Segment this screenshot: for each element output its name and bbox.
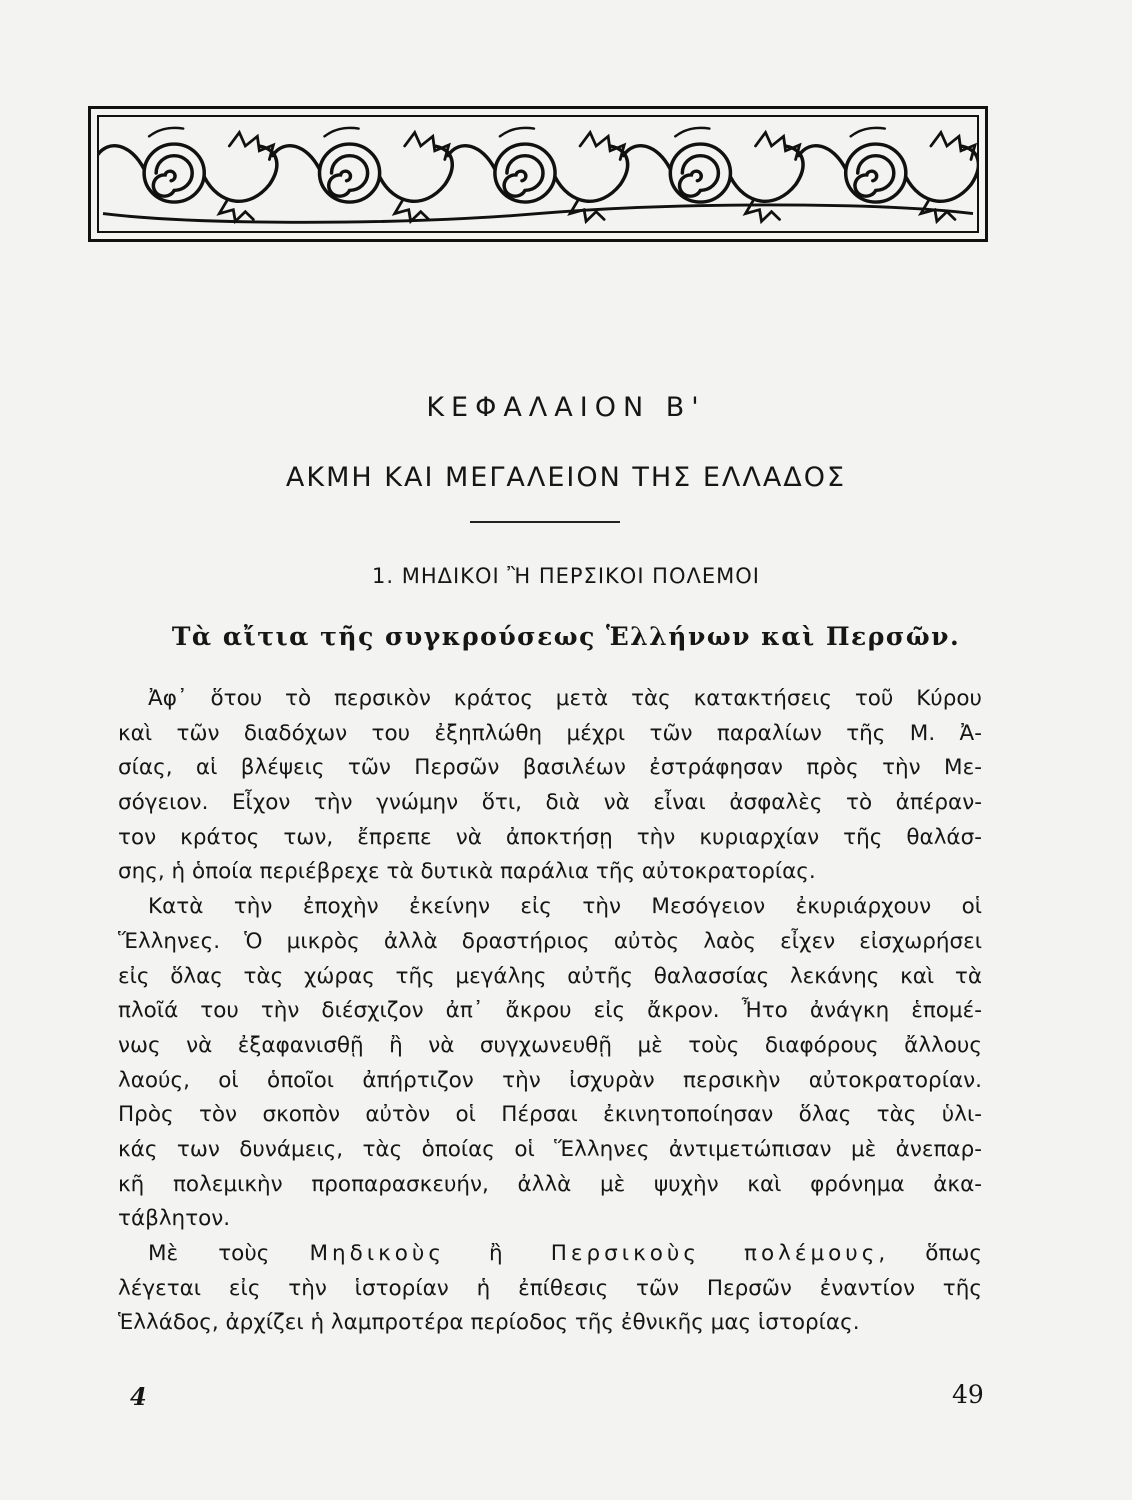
text-line: Κατὰ τὴν ἐποχὴν ἐκείνην εἰς τὴν Μεσόγειον ἐκυριάρχουν οἱ [148, 894, 982, 920]
title-divider [470, 521, 620, 523]
text-line: σίας, αἱ βλέψεις τῶν Περσῶν βασιλέων ἐστράφησαν πρὸς τὴν Με- [118, 755, 982, 781]
signature-mark: 4 [130, 1382, 147, 1411]
text-line: Ἀφ᾽ ὅτου τὸ περσικὸν κράτος μετὰ τὰς κατακτήσεις τοῦ Κύρου [148, 686, 982, 711]
text-line [118, 1237, 982, 1272]
page-number: 49 [952, 1380, 984, 1409]
spaced-emphasis: Μηδικοὺς ἢ Περσικοὺς πολέμους [309, 1241, 879, 1266]
text-line: κάς των δυνάμεις, τὰς ὁποίας οἱ Ἕλληνες ἀντιμετώπισαν μὲ ἀνεπαρ- [118, 1136, 982, 1162]
text-line: κῆ πολεμικὴν προπαρασκευήν, ἀλλὰ μὲ ψυχὴν καὶ φρόνημα ἀκα- [118, 1171, 982, 1197]
text-line: σης, ἡ ὁποία περιέβρεχε τὰ δυτικὰ παράλια τῆς αὐτοκρατορίας. [118, 859, 816, 885]
text-line: σόγειον. Εἶχον τὴν γνώμην ὅτι, διὰ νὰ εἶναι ἀσφαλὲς τὸ ἀπέραν- [118, 790, 982, 816]
ornamental-frieze [88, 106, 988, 242]
text-line: τάβλητον. [118, 1206, 231, 1232]
text-line: καὶ τῶν διαδόχων του ἐξηπλώθη μέχρι τῶν παραλίων τῆς Μ. Ἀ- [118, 720, 982, 746]
chapter-title: ΑΚΜΗ ΚΑΙ ΜΕΓΑΛΕΙΟΝ ΤΗΣ ΕΛΛΑΔΟΣ [285, 462, 847, 493]
frieze-inner-frame [97, 115, 979, 233]
chapter-heading: ΚΕΦΑΛΑΙΟΝ Β' [426, 392, 706, 423]
text-line: λαούς, οἱ ὁποῖοι ἀπήρτιζον τὴν ἰσχυρὰν περσικὴν αὐτοκρατορίαν. [118, 1067, 982, 1093]
acanthus-scroll-frieze-icon [99, 117, 977, 231]
text-line: Ἑλλάδος, ἀρχίζει ἡ λαμπροτέρα περίοδος τῆς ἐθνικῆς μας ἱστορίας. [118, 1310, 860, 1336]
section-subtitle: Τὰ αἴτια τῆς συγκρούσεως Ἑλλήνων καὶ Περσῶν. [171, 622, 961, 651]
text-line: τον κράτος των, ἔπρεπε νὰ ἀποκτήσῃ τὴν κυριαρχίαν τῆς θαλάσ- [118, 824, 982, 850]
section-heading: 1. ΜΗΔΙΚΟΙ Ἢ ΠΕΡΣΙΚΟΙ ΠΟΛΕΜΟΙ [372, 564, 760, 588]
text-fragment: , ὅπως [878, 1241, 982, 1266]
body-text [118, 682, 982, 1341]
text-line: πλοῖά του τὴν διέσχιζον ἀπ᾽ ἄκρου εἰς ἄκρον. Ἦτο ἀνάγκη ἑπομέ- [118, 998, 982, 1024]
text-fragment: Μὲ τοὺς [148, 1241, 270, 1266]
text-line: Ἕλληνες. Ὁ μικρὸς ἀλλὰ δραστήριος αὐτὸς λαὸς εἶχεν εἰσχωρήσει [118, 928, 982, 954]
text-line: λέγεται εἰς τὴν ἱστορίαν ἡ ἐπίθεσις τῶν Περσῶν ἐναντίον τῆς [118, 1275, 982, 1301]
text-line: εἰς ὅλας τὰς χώρας τῆς μεγάλης αὐτῆς θαλασσίας λεκάνης καὶ τὰ [118, 963, 982, 989]
text-line: Πρὸς τὸν σκοπὸν αὐτὸν οἱ Πέρσαι ἐκινητοποίησαν ὅλας τὰς ὑλι- [118, 1102, 982, 1128]
text-line: νως νὰ ἐξαφανισθῇ ἢ νὰ συγχωνευθῇ μὲ τοὺς διαφόρους ἄλλους [118, 1032, 982, 1058]
